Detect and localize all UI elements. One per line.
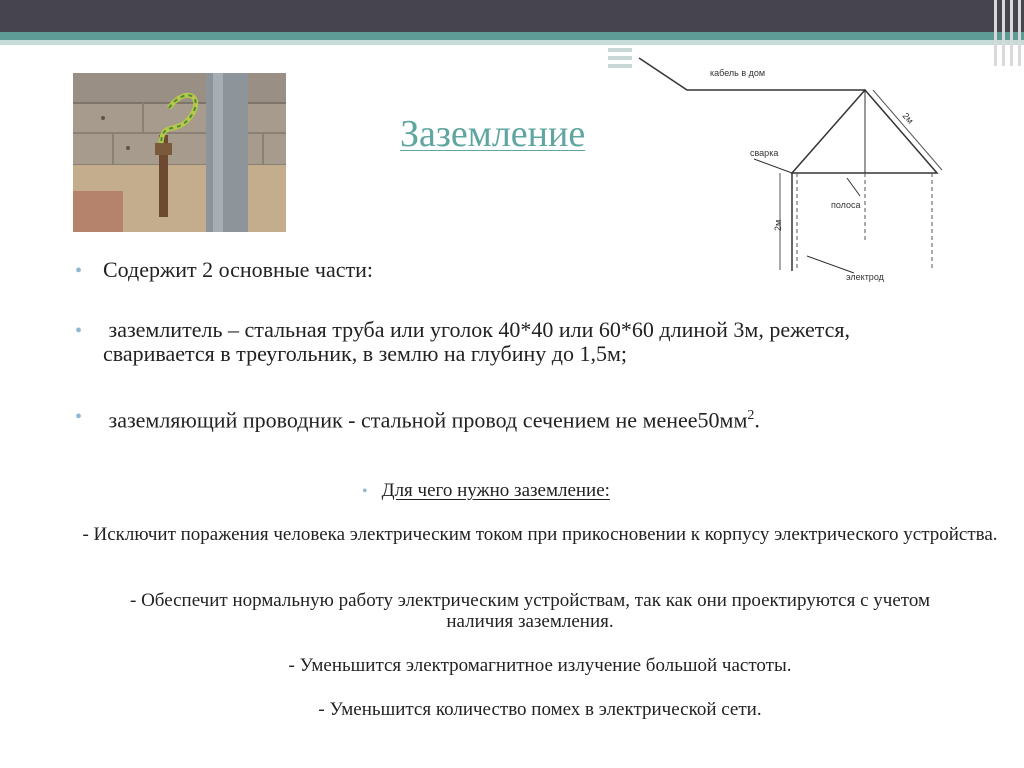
grounding-photo [73,73,286,232]
label-cable: кабель в дом [710,68,766,78]
purpose-heading-text: Для чего нужно заземление: [381,480,610,501]
bullet-item [75,404,955,432]
label-side-length: 2м [900,110,916,126]
superscript: 2 [747,408,755,423]
purpose-point: - Исключит поражения человека электрическим током при прикосновении к корпусу электрического устройства. [82,524,998,545]
bullet-dot: • [75,320,83,342]
bullet-text: заземлитель – стальная труба или уголок 40*40 или 60*60 длиной 3м, режется, сваривается в треугольник, в землю на глубину до 1,5м; [103,317,856,366]
bullet-tail: . [754,407,760,433]
label-strip: полоса [831,200,861,210]
grounding-diagram [632,48,966,288]
label-depth: 2м [773,219,783,231]
bullet-item [75,258,955,282]
purpose-point: - Обеспечит нормальную работу электрическим устройствам, так как они проектируются с учетом наличия заземления. [130,590,930,632]
accent-stripe-light [0,40,1024,45]
bullet-item [75,318,955,366]
bullet-text: Содержит 2 основные части: [103,257,373,282]
bullet-dot: • [75,406,83,428]
label-weld: сварка [750,148,779,158]
bullet-dot: • [75,260,83,282]
slide-marks [608,46,632,70]
purpose-point: - Уменьшится количество помех в электрической сети. [318,699,762,720]
bullet-text-main: заземляющий проводник - стальной провод сечением не менее50мм [103,407,748,433]
slide-title: Заземление [400,113,586,155]
bullet-text [103,404,955,432]
purpose-heading [362,480,610,502]
top-bar [0,0,1024,32]
label-electrode: электрод [846,272,884,282]
accent-stripe [0,32,1024,40]
bullet-dot: • [362,483,368,500]
purpose-point: - Уменьшится электромагнитное излучение большой частоты. [288,655,792,676]
corner-decoration [992,0,1024,66]
